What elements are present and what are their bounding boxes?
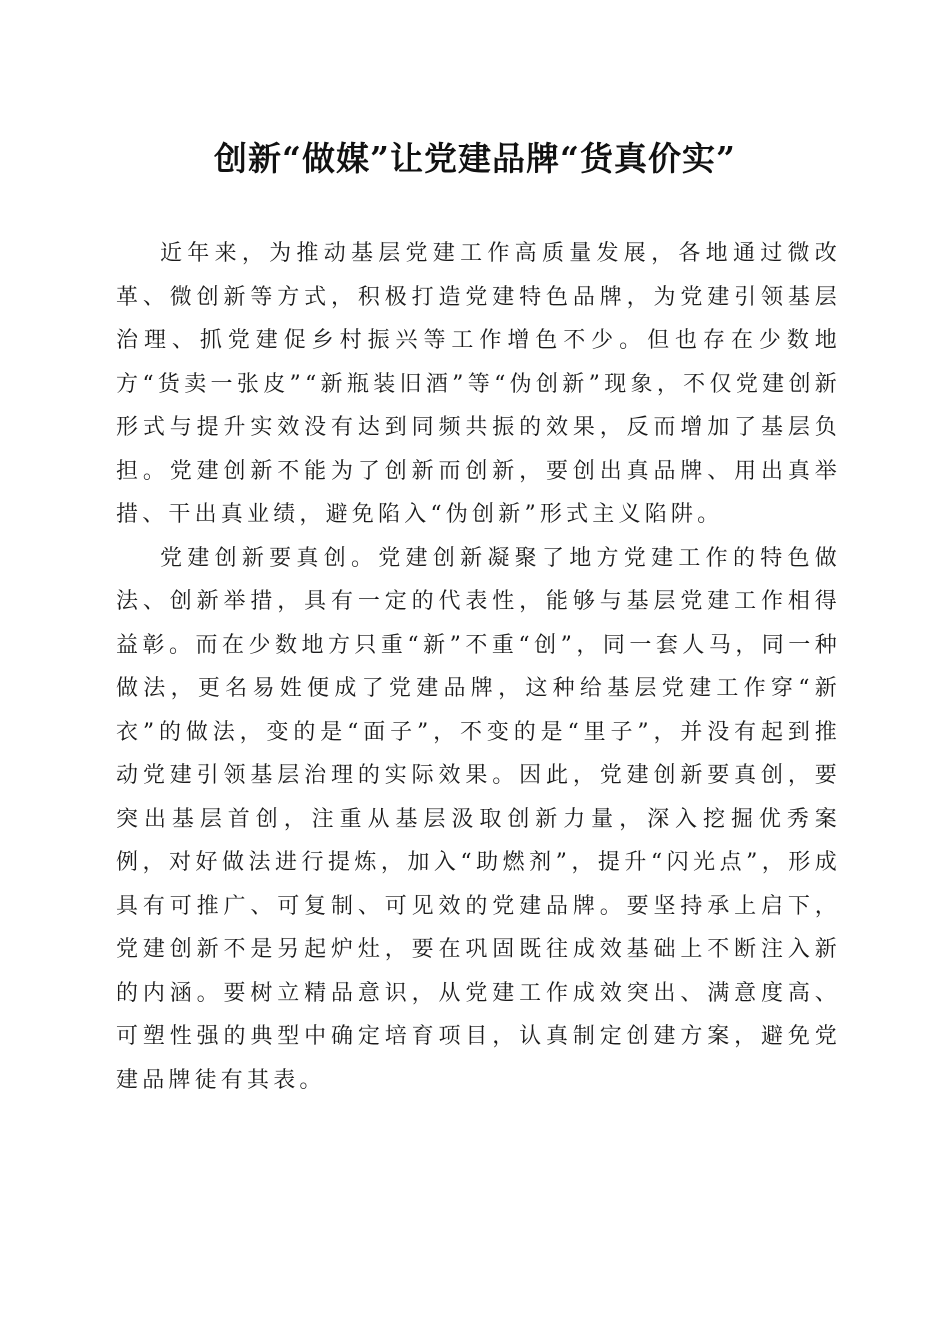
- document-body: [116, 232, 841, 1102]
- paragraph-true-innovation: 党建创新要真创。党建创新凝聚了地方党建工作的特色做法、创新举措，具有一定的代表性，能够与基层党建工作相得益彰。而在少数地方只重“新”不重“创”，同一套人马，同一种做法，更名易姓便成了党建品牌，这种给基层党建工作穿“新衣”的做法，变的是“面子”，不变的是“里子”，并没有起到推动党建引领基层治理的实际效果。因此，党建创新要真创，要突出基层首创，注重从基层汲取创新力量，深入挖掘优秀案例，对好做法进行提炼，加入“助燃剂”，提升“闪光点”，形成具有可推广、可复制、可见效的党建品牌。要坚持承上启下，党建创新不是另起炉灶，要在巩固既往成效基础上不断注入新的内涵。要树立精品意识，从党建工作成效突出、满意度高、可塑性强的典型中确定培育项目，认真制定创建方案，避免党建品牌徒有其表。: [116, 545, 841, 1093]
- paragraph-intro: 近年来，为推动基层党建工作高质量发展，各地通过微改革、微创新等方式，积极打造党建特色品牌，为党建引领基层治理、抓党建促乡村振兴等工作增色不少。但也存在少数地方“货卖一张皮”“新瓶装旧酒”等“伪创新”现象，不仅党建创新形式与提升实效没有达到同频共振的效果，反而增加了基层负担。党建创新不能为了创新而创新，要创出真品牌、用出真举措、干出真业绩，避免陷入“伪创新”形式主义陷阱。: [116, 241, 841, 527]
- document-title: 创新“做媒”让党建品牌“货真价实”: [214, 139, 736, 178]
